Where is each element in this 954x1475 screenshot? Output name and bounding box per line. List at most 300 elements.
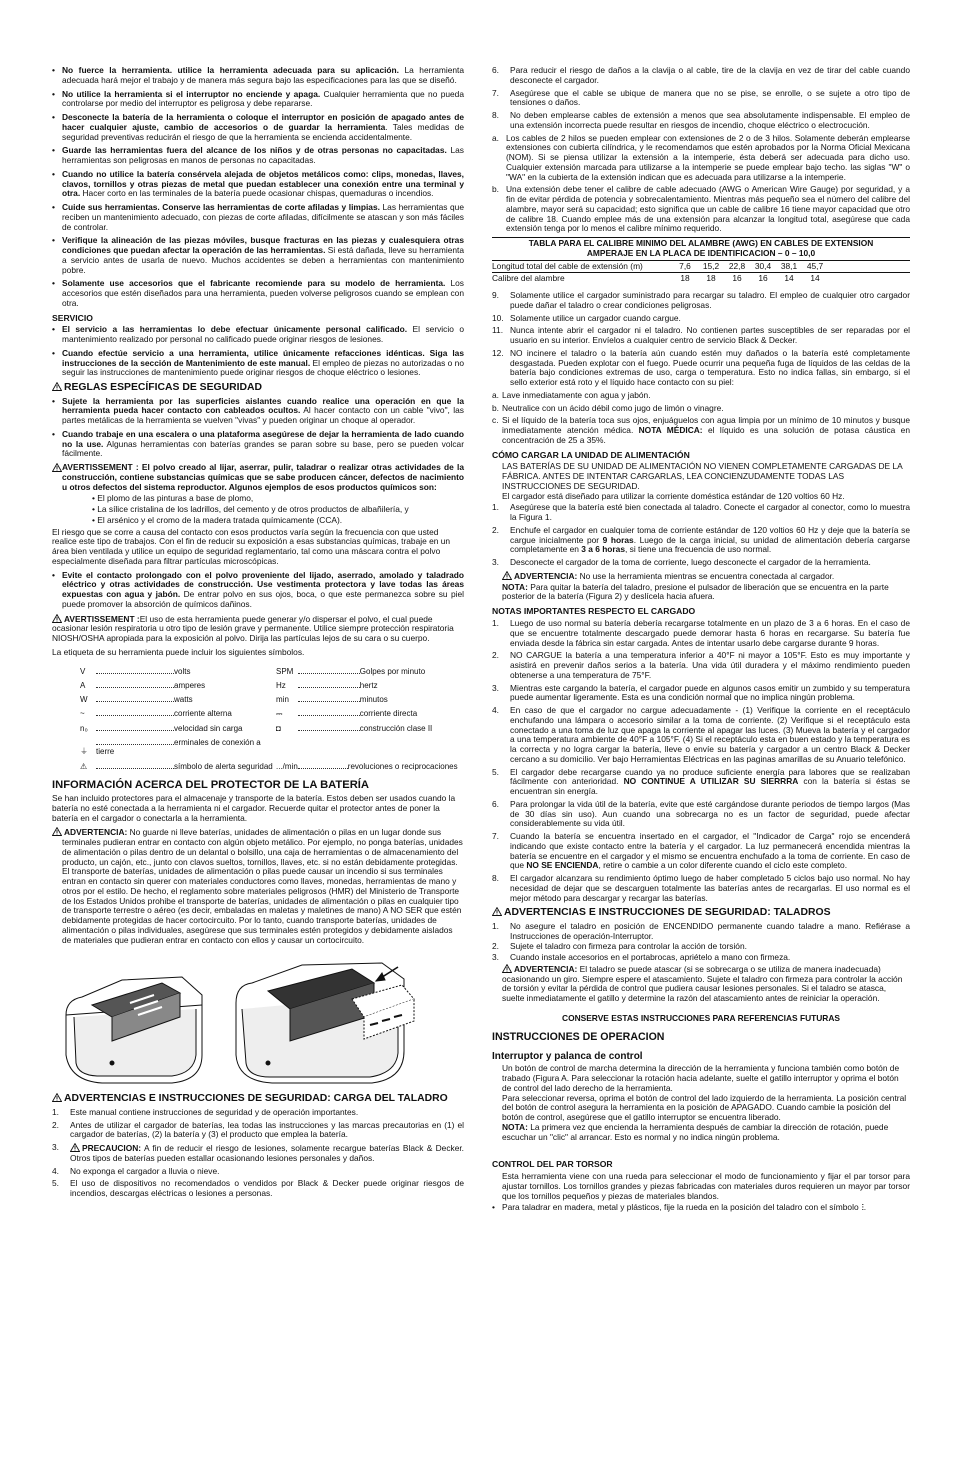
text-span: Para reducir el riesgo de daños a la clavija o al cable, tire de la clavija en vez de tirar del cable cuando desconecte el cargador. — [510, 65, 910, 85]
symbol-b: min — [276, 695, 289, 705]
symbol-row — [80, 692, 458, 706]
leader-dots — [298, 761, 348, 769]
numbered-item — [492, 651, 910, 680]
text-span: Si está dañada, lleve su herramienta a servicio antes de usarla de nuevo. Muchos accidentes se deben a herramientas con mantenimiento pobre. — [62, 245, 464, 275]
item-number: 5. — [492, 766, 499, 777]
text-span: Neutralice con un ácido débil como jugo de limón o vinagre. — [502, 402, 724, 413]
text-span: Para taladrar en madera, metal y plásticos, fije la rueda en la posición del taladro con el símbolo — [502, 1202, 859, 1213]
item-number: 2. — [492, 650, 499, 661]
text-span: Para prolongar la vida útil de la batería, evite que esté cargándose durante periodos de tiempo largos (Mas de 30 días sin uso). Aun cuando una sobrecarga no es un factor de seguridad, puede afectar considerablemente su vida útil. — [510, 798, 910, 829]
numbered-item — [492, 706, 910, 765]
table-cell: 38,1 — [780, 260, 798, 271]
bold-text: AVERTISSEMENT : — [64, 613, 140, 624]
bold-text: No utilice la herramienta si el interruptor no enciende y apaga. — [62, 88, 321, 99]
bold-text: NO SE ENCIENDA — [526, 860, 599, 871]
chemical-item: • La sílice cristalina de los ladrillos, del cemento y de otros productos de albañilería, y — [92, 504, 409, 515]
avertissement-2 — [52, 614, 464, 644]
bullet-mark: • — [52, 145, 55, 156]
item-number: 6. — [492, 65, 499, 75]
bold-text: Evite el contacto prolongado con el polvo proveniente del lijado, aserrado, amolado y taladrado eléctrico y otras actividades de construcción. Use vestimenta protectora y lave todas las áreas expuestas con agua y jabón. — [62, 569, 464, 600]
text-span: Los accesorios que estén diseñados para una herramienta, pueden volverse peligrosos cuando se emplean con otra. — [62, 278, 464, 308]
text-span: corriente alterna — [174, 709, 232, 719]
text-span: Algunas herramientas con baterías grandes se paran sobre su base, pero se pueden volcar fácilmente. — [62, 438, 464, 459]
item-number: 7. — [492, 831, 499, 842]
text-span: NO incinere el taladro o la batería aún cuando estén muy dañados o la batería esté completamente desgastada. Pueden explotar con el fuego. Puede ocurrir una pequeña fuga de líquidos de las celdas de la batería bajo condiciones extremas de uso, carga o temperatura. Esto no indica fallas, sin embargo, si el sello exterior está roto y el líquido hace contacto con su piel: — [510, 347, 910, 387]
text-span: AVERTISSEMENT : El polvo creado al lijar, aserrar, pulir, taladrar o realizar otras actividades de la construcción, contiene substancias químicas que se sabe producen cáncer, defectos de nacimiento u otros defectos del sistema reproductor. Algunos ejemplos de esos productos químicos son: — [62, 462, 464, 492]
bullet-mark: • — [52, 278, 55, 289]
numbered-item — [492, 404, 910, 414]
item-number: 4. — [492, 705, 499, 716]
symbol-b-desc — [298, 692, 458, 706]
numbered-item — [492, 526, 910, 555]
item-number: 1. — [492, 920, 499, 931]
leader-dots — [96, 680, 174, 688]
bullet-item — [52, 279, 464, 308]
text-span: No exponga el cargador a lluvia o nieve. — [70, 1165, 220, 1176]
text-span: Si el líquido de la batería toca sus ojos, enjuáguelos con agua limpia por un mínimo de 10 minutos y busque inmediatamente atención médica. — [502, 415, 910, 435]
symbol-row — [80, 664, 458, 678]
table-title-1: TABLA PARA EL CALIBRE MINIMO DEL ALAMBRE (AWG) EN CABLES DE EXTENSION — [492, 237, 910, 249]
symbol-a-desc — [96, 678, 276, 692]
battery-illustration — [52, 955, 464, 1093]
symbol-a: W — [80, 695, 88, 705]
text-span: revoluciones o reciprocaciones — [347, 761, 458, 771]
item-number: 9. — [492, 290, 499, 300]
par-paragraph: Esta herramienta viene con una rueda para seleccionar el modo de funcionamiento y fijar el par torsor para ajustar tornillos. Los tornillos grandes y piezas fabricadas con materiales duros requieren un mayor par torsor que los tornillos pequeños y piezas de materiales blandos. — [502, 1171, 910, 1201]
text-span: El uso de dispositivos no recomendados o vendidos por Black & Decker puede originar riesgos de incendios, descargas eléctricas o lesiones a personas. — [70, 1178, 464, 1199]
item-number: c. — [492, 415, 499, 426]
bullet-mark: • — [52, 324, 55, 335]
bold-text: Desconecte la batería de la herramienta o coloque el interruptor en posición de apagado antes de hacer cualquier ajuste, cambio de accesorios o de guardar la herramienta — [62, 112, 464, 132]
bold-text: 9 horas — [602, 534, 634, 545]
leader-dots — [298, 666, 360, 674]
nota-paragraph — [492, 583, 910, 603]
text-span: , retire o cambie a un color diferente cuando el ciclo este completo. — [598, 860, 848, 871]
text-span: minutos — [359, 695, 388, 705]
bullet-mark: • — [52, 112, 55, 122]
bullet-mark: • — [52, 569, 55, 580]
text-span: construcción clase II — [359, 723, 433, 733]
numbered-item — [492, 832, 910, 871]
text-span: Cuando instale accesorios en el portabrocas, apriételo a mano con firmeza. — [510, 952, 791, 963]
bold-text: Cuando no utilice la batería consérvela alejada de objetos metálicos como: clips, monedas, llaves, clavos, tornillos y otras piezas de metal que puedan establecer una conexión entre una terminal y otra. — [62, 168, 464, 199]
chemical-item: • El plomo de las pinturas a base de plomo, — [92, 493, 254, 504]
symbol-b: SPM — [276, 666, 294, 676]
bold-text: Verifique la alineación de las piezas móviles, busque fracturas en las piezas y cualesquiera otras condiciones que puedan afectar la operación de las herramientas. — [62, 235, 464, 255]
numbered-item — [492, 349, 910, 388]
table-cell: 7,6 — [679, 260, 691, 271]
bullet-mark: • — [52, 88, 55, 99]
text-span: . Tales medidas de seguridad preventivas reducirán el riesgo de que la herramienta se encienda accidentalmente. — [62, 121, 464, 142]
info-paragraph: Se han incluido protectores para el almacenaje y transporte de la batería. Estos deben ser usados cuando la batería no esté conectada a la herramienta ni el cargador. Recuerde quitar el protector antes de poner la batería en el cargador o conectarla a la herramienta. — [52, 793, 456, 823]
servicio-heading: SERVICIO — [52, 312, 93, 323]
numbered-item — [492, 768, 910, 797]
warning-triangle-icon — [52, 614, 62, 623]
bullet-item — [52, 146, 464, 166]
text-span: El servicio o mantenimiento realizado por personal no calificado puede originar riesgos de lesiones. — [62, 324, 464, 345]
symbol-b — [276, 735, 298, 759]
table-cell: 15,2 — [702, 260, 720, 271]
text-span: Para quitar la batería del taladro, presione el pulsador de liberación que se encuentra en la parte posterior de la batería (Figura 2) y deslícela hacia afuera. — [502, 581, 889, 602]
interruptor-heading: Interruptor y palanca de control — [492, 1051, 643, 1063]
table-cell: 45,7 — [806, 260, 824, 271]
numbered-item — [492, 134, 910, 183]
item-number: 6. — [492, 798, 499, 809]
taladros-heading — [492, 907, 910, 918]
bullet-item — [52, 113, 464, 142]
item-number: a. — [492, 389, 499, 400]
bullet-mark: • — [52, 65, 55, 75]
etiqueta-line: La etiqueta de su herramienta puede incluir los siguientes símbolos. — [52, 646, 305, 657]
symbol-b-desc — [298, 721, 458, 735]
numbered-item — [492, 800, 910, 829]
bold-text: ADVERTENCIA: — [64, 827, 128, 838]
text-span: Asegúrese que el cable se ubique de manera que no se pise, se enrolle, o se sujete a otro tipo de tensiones o daños. — [510, 87, 910, 108]
symbol-a-desc — [96, 692, 276, 706]
warning-triangle-icon — [502, 571, 512, 580]
warning-triangle-icon — [70, 1143, 80, 1152]
bullet-item — [52, 430, 464, 459]
symbol-row — [80, 721, 458, 735]
bold-text: NOTA MÉDICA: — [633, 425, 703, 435]
text-span: NO CARGUE la batería a una temperatura inferior a 40°F ni mayor a 105°F. Esto es muy importante y asistirá en prevenir daños serios a la batería. Una vida útil duradera y el máximo rendimiento pueden obtenerse a una temperatura de 75°F. — [510, 650, 910, 680]
avertissement-1 — [52, 463, 464, 492]
text-span: ADVERTENCIAS E INSTRUCCIONES DE SEGURIDAD: CARGA DEL TALADRO — [64, 1093, 448, 1105]
numbered-item — [492, 326, 910, 346]
symbol-row — [80, 759, 458, 773]
bold-text: PRECAUCION: — [82, 1143, 142, 1154]
bullet-item — [52, 170, 464, 199]
text-span: Golpes por minuto — [359, 666, 426, 676]
text-span: Lave inmediatamente con agua y jabón. — [502, 389, 651, 400]
text-span: Las herramientas que reciben un mantenimiento adecuado, con piezas de corte afiladas, difícilmente se atascan y son más fáciles de controlar. — [62, 202, 464, 232]
warning-triangle-icon — [52, 382, 62, 391]
bullet-mark: • — [52, 235, 55, 246]
item-number: 8. — [492, 110, 499, 120]
text-span: La herramienta adecuada hará mejor el trabajo y de manera más segura bajo las especificaciones para las que se diseñó. — [62, 65, 464, 85]
item-number: 1. — [52, 1106, 59, 1117]
row-label: Calibre del alambre — [492, 273, 565, 284]
bold-text: Cuando efectúe servicio a una herramienta, utilice únicamente refacciones idénticas. Siga las instrucciones de la sección de Mantenimiento de este manual. — [62, 347, 464, 368]
bullet-item — [52, 397, 464, 426]
symbol-a: ~ — [80, 709, 85, 719]
text-span: volts — [174, 666, 191, 676]
table-cell: 30,4 — [754, 260, 772, 271]
warning-triangle-icon — [492, 907, 502, 916]
numbered-item — [492, 416, 910, 445]
drill-symbol-icon: ⫶ — [861, 1202, 864, 1213]
text-span: Asegúrese que la batería esté bien conectada al taladro. Conecte el cargador al conector, como lo muestra la Figura 1. — [510, 502, 910, 523]
bold-text: ADVERTENCIA: — [514, 963, 578, 974]
carga-heading — [52, 1093, 464, 1104]
numbered-item — [492, 874, 910, 903]
bullet-item — [52, 203, 464, 232]
numbered-item — [492, 391, 910, 401]
leader-dots — [298, 694, 360, 702]
item-number: 3. — [52, 1142, 59, 1153]
numbered-item — [492, 619, 910, 648]
interruptor-nota — [492, 1123, 910, 1143]
item-number: 3. — [492, 557, 499, 568]
leader-dots — [96, 708, 174, 716]
table-cell: 18 — [680, 273, 690, 284]
table-row — [492, 273, 910, 285]
symbol-b-desc — [298, 678, 458, 692]
numbered-item — [492, 291, 910, 311]
symbol-b-desc — [298, 664, 458, 678]
numbered-item — [52, 1121, 464, 1141]
text-span: Solamente utilice el cargador suministrado para recargar su taladro. El empleo de cualquier otro cargador puede dañar el taladro o crear condiciones peligrosas. — [510, 290, 910, 310]
right-column — [492, 66, 910, 1217]
numbered-item — [492, 185, 910, 234]
bullet-item — [52, 349, 464, 378]
symbol-row — [80, 735, 458, 759]
leader-dots — [298, 680, 360, 688]
bold-text: NOTA: — [502, 581, 528, 592]
item-number: 2. — [492, 941, 499, 952]
symbol-a: V — [80, 666, 86, 676]
item-number: 4. — [52, 1165, 59, 1176]
text-span: No asegure el taladro en posición de ENCENDIDO permanente cuando taladre a mano. Refiérase a Instrucciones de operación-Interruptor. — [510, 920, 910, 941]
numbered-item — [492, 558, 910, 568]
item-number: 10. — [492, 312, 504, 323]
leader-dots — [96, 761, 174, 769]
table-title-2: AMPERAJE EN LA PLACA DE IDENTIFICACION – 0 – 10,0 — [492, 249, 910, 261]
symbol-b: ◘ — [276, 723, 281, 733]
symbol-row — [80, 706, 458, 720]
item-number: 7. — [492, 87, 499, 98]
notas-heading: NOTAS IMPORTANTES RESPECTO EL CARGADO — [492, 606, 696, 617]
text-span: Cuando la batería se encuentra insertado en el cargador, el "Indicador de Carga" rojo se encenderá indicando que existe contacto entre la batería y el cargador. La luz permanecerá encendida mientras la batería se encuentre en el cargador y el mismo se encuentra enchufado a la toma de corriente. En caso de que — [510, 831, 910, 871]
symbol-b-desc — [298, 706, 458, 720]
conserve-line: CONSERVE ESTAS INSTRUCCIONES PARA REFERENCIAS FUTURAS — [562, 1012, 840, 1023]
item-number: 2. — [52, 1119, 59, 1130]
item-number: 3. — [492, 682, 499, 693]
symbol-a: n₀ — [80, 723, 88, 733]
text-span: , si tiene una frecuencia de uso normal. — [625, 544, 772, 555]
leader-dots — [96, 737, 174, 745]
table-row — [492, 261, 910, 274]
text-span: amperes — [174, 680, 206, 690]
symbol-a-desc — [96, 664, 276, 678]
awg-table — [492, 237, 910, 285]
numbered-item — [492, 953, 910, 963]
text-span: El uso de esta herramienta puede generar y/o dispersar el polvo, el cual puede ocasionar lesión respiratoria u otro tipo de lesión grave y permanente. Utilice siempre protección respiratoria NIOSH/OSHA apropiada para la exposición al polvo. Dirija las partículas lejos de su cara o su cuerpo. — [52, 613, 454, 644]
item-number: 1. — [492, 618, 499, 629]
numbered-item — [492, 111, 910, 131]
como-paragraph: El cargador está diseñado para utilizar la corriente doméstica estándar de 120 voltios 60 Hz. — [502, 490, 845, 501]
bold-text: NOTA: — [502, 1121, 528, 1132]
text-span: con la batería si éstas se encuentran sin energía. — [510, 776, 910, 797]
bullet-mark: • — [52, 202, 55, 212]
symbol-a: A — [80, 680, 86, 690]
text-span: Una extensión debe tener el calibre de cable adecuado (AWG o American Wire Gauge) por seguridad, y a fin de evitar pérdida de potencia y sobrecalentamiento. Mientras más pequeño sea el número del calibre del alambre, mayor será su capacidad; esto significa que un cable de calibre 16 tiene mayor capacidad que otro de calibre 18. Cuando emplee más de una extensión para alcanzar la longitud total, asegúrese que cada extensión tenga por lo menos el calibre mínimo requerido. — [506, 184, 910, 234]
text-span: Antes de utilizar el cargador de baterías, lea todas las instrucciones y las marcas precautorias en (1) el cargador de baterías, (2) la batería y (3) el producto que emplea la batería. — [70, 1119, 464, 1140]
item-number: 5. — [52, 1178, 59, 1189]
left-column — [52, 66, 464, 1202]
text-span: El cargador debe recargarse cuando ya no produce suficiente energía para labores que se realizaban fácilmente con anterioridad. — [510, 766, 910, 787]
text-span: el líquido es una solución de potasa cáustica en concentración de 25 a 35%. — [502, 425, 911, 445]
como-advertencia — [492, 571, 910, 582]
text-span: Luego de uso normal su batería debería recargarse totalmente en un plazo de 3 a 6 horas. En el caso de que se encuentre totalmente descargado puede demorar hasta 6 horas en recargarse. Su batería fue enviada desde la fábrica sin estar cargada. Antes de intentar usarlo debe cargarse durante 9 horas. — [510, 618, 910, 648]
como-caps: LAS BATERÍAS DE SU UNIDAD DE ALIMENTACIÓN NO VIENEN COMPLETAMENTE CARGADAS DE LA FÁBRICA. ANTES DE INTENTAR CARGARLAS, LEA CONCIENZUDAMENTE TODAS LAS INSTRUCCIONES DE SEGURIDAD. — [502, 461, 903, 491]
symbol-b: .../min — [276, 761, 298, 771]
par-bullet — [492, 1203, 910, 1213]
symbol-b-desc — [298, 759, 458, 773]
warning-triangle-icon — [502, 964, 512, 973]
item-number: a. — [492, 132, 499, 143]
period: . — [863, 1202, 867, 1213]
leader-dots — [298, 723, 360, 731]
info-heading: INFORMACIÓN ACERCA DEL PROTECTOR DE LA BATERÍA — [52, 778, 369, 791]
bold-text: Sujete la herramienta por las superficies aislantes cuando realice una operación en que la herramienta pueda hacer contacto con cableados ocultos. — [62, 395, 464, 416]
numbered-item — [492, 314, 910, 324]
text-span: En caso de que el cargador no cargue adecuadamente - (1) Verifique la corriente en el receptáculo enchufando una lámpara o accesorio similar a la toma de corriente. (2) Verifique si el receptáculo esta conectado a una toma de luz que apaga la corriente al apagar las luces. (3) Mueva la batería y el cargador a una temperatura ambiente de 40°F a 105°F. (4) Si el receptáculo esta en buen estado y la temperatura es la correcta y no logra cargar la batería, lleve o envíe su batería y cargador a un centro Black & Decker cercano a su domicilio. Ver bajo Herramientas Eléctricas en las paginas amarillas de su Anuario telefónico. — [510, 705, 910, 764]
numbered-item — [492, 89, 910, 109]
taladro-advertencia — [492, 964, 910, 1004]
bullet-item — [52, 90, 464, 110]
item-number: 11. — [492, 325, 504, 336]
symbol-a: ⚠ — [80, 761, 88, 771]
battery-figure — [52, 949, 464, 1087]
bold-text: No fuerce la herramienta. utilice la herramienta adecuada para su aplicación. — [62, 65, 399, 75]
text-span: corriente directa — [359, 709, 418, 719]
text-span: símbolo de alerta seguridad — [174, 761, 273, 771]
warning-triangle-icon — [52, 463, 62, 472]
leader-dots — [96, 666, 174, 674]
text-span: El empleo de piezas no autorizadas o no seguir las instrucciones de mantenimiento puede originar riesgos de choque eléctrico o lesiones. — [62, 357, 464, 378]
text-span: hertz — [359, 680, 378, 690]
text-span: A fin de reducir el riesgo de lesiones, solamente recargue baterías Black & Decker. Otros tipos de baterías pueden estallar ocasionando lesiones personales y daños. — [70, 1143, 464, 1163]
table-cell: 16 — [758, 273, 768, 284]
text-span: Mientras este cargando la batería, el cargador puede en algunos casos emitir un zumbido y su temperatura puede aumentar ligeramente. Esta es una condición normal que no implica ningún problema. — [510, 682, 910, 703]
numbered-item — [492, 66, 910, 86]
leader-dots — [298, 708, 360, 716]
symbol-a-desc — [96, 721, 276, 735]
text-span: Los cables de 2 hilos se pueden emplear con extensiones de 2 o de 3 hilos. Solamente deberán emplearse extensiones con cubierta cilíndrica, y le recomendamos que estén aprobados por la Norma Oficial Mexicana (NOM). Si se piensa utilizar la extensión a la intemperie, ésta deberá ser adecuada para dicho uso. Cualquier extensión marcada para utilizarse a la intemperie se puede emplear bajo techo. las siglas "W" o "WA" en la cubierta de la extensión indican que es adecuada para utilizarse a la intemperie. — [506, 132, 910, 182]
bullet-item — [52, 325, 464, 345]
symbol-a-desc — [96, 706, 276, 720]
bold-text: 3 a 6 horas — [581, 544, 625, 555]
symbol-a: ⏚ — [80, 747, 88, 757]
text-span: REGLAS ESPECÍFICAS DE SEGURIDAD — [64, 382, 263, 394]
item-number: 2. — [492, 524, 499, 535]
symbol-b-desc — [298, 735, 458, 759]
text-span: No use la herramienta mientras se encuentra conectada al cargador. — [577, 570, 835, 581]
bullet-item — [52, 236, 464, 275]
text-span: Solamente utilice un cargador cuando cargue. — [510, 312, 681, 323]
bullet-mark: • — [52, 428, 55, 439]
advertencia-battery — [52, 827, 464, 945]
bold-text: Cuide sus herramientas. Conserve las herramientas de corte afiladas y limpias. — [62, 202, 380, 212]
riesgo-paragraph: El riesgo que se corre a causa del contacto con esos productos varía según la frecuencia con que usted realice este tipo de trabajos. Con el fin de reducir su exposición a esas substancias químicas, trabaje en un área bien ventilada y utilice un equipo de seguridad reglamentario, tal como una máscara contra el polvo especialmente diseñada para filtrar partículas microscópicas. — [52, 526, 451, 566]
text-span: De entrar polvo en sus ojos, boca, o que este permanezca sobre su piel puede promover la absorción de químicos dañinos. — [62, 589, 465, 609]
chemical-item: • El arsénico y el cromo de la madera tratada químicamente (CCA). — [92, 514, 343, 525]
symbol-b: Hz — [276, 680, 286, 690]
leader-dots — [96, 723, 174, 731]
text-span: ADVERTENCIAS E INSTRUCCIONES DE SEGURIDAD: TALADROS — [504, 907, 831, 919]
numbered-item — [492, 503, 910, 523]
warning-triangle-icon — [52, 827, 62, 836]
text-span: Enchufe el cargador en cualquier toma de corriente estándar de 120 voltios 60 Hz y deje que la batería se cargue inicialmente por — [510, 524, 910, 545]
leader-dots — [96, 694, 174, 702]
bullet-mark: • — [52, 168, 55, 179]
numbered-item — [492, 922, 910, 942]
bold-text: Cuando trabaje en una escalera o una plataforma asegúrese de dejar la herramienta de lado cuando no la use. — [62, 428, 464, 449]
numbered-item — [52, 1143, 464, 1164]
text-span: Las herramientas son peligrosas en manos de personas no capacitadas. — [62, 145, 464, 165]
text-span: No deben emplearse cables de extensión a menos que sea absolutamente indispensable. El empleo de una extensión incorrecta puede resultar en riesgos de incendio, choque eléctrico o electrocución. — [510, 110, 910, 130]
text-span: Sujete el taladro con firmeza para controlar la acción de torsión. — [510, 941, 747, 952]
symbol-b: ⎓ — [276, 709, 283, 719]
text-span: No guarde ni lleve baterías, unidades de alimentación o pilas en un lugar donde sus terminales pudieran entrar en contacto con algún objeto metálico. Por ejemplo, no ponga baterías, unidades de alimentación o pilas dentro de un delantal o bolsillo, una caja de herramientas o de almacenamiento del producto, un cajón, etc., junto con clavos sueltos, tornillos, llaves, etc. si no están debidamente protegidas. El transporte de baterías, unidades de alimentación o pilas puede causar un incendio si sus terminales entran en contacto sin querer con materiales conductores como llaves, monedas, herramientas de mano y otros por el estilo. De hecho, el reglamento sobre materiales peligrosos (HMR) del Ministerio de Transporte de los Estados Unidos prohibe el transporte de baterías, unidades de alimentación o pilas en cualquier tipo de transporte terrestre o aéreo (es decir, embaladas en maletas y maletines de mano) A NO SER que estén debidamente protegidas de hacer cortocircuito. Por lo tanto, cuando transporte baterías, unidades de alimentación o pilas individuales, asegúrese que sus terminales estén protegidos y debidamente aislados de materiales que pudieran entrar en contacto con ellos y causar un cortocircuito. — [62, 827, 463, 945]
item-number: 1. — [492, 502, 499, 513]
symbol-row — [80, 678, 458, 692]
table-cell: 18 — [706, 273, 716, 284]
text-span: watts — [174, 695, 193, 705]
text-span: Cualquier herramienta que no pueda controlarse por medio del interruptor es peligrosa y debe repararse. — [62, 88, 464, 109]
text-span: Al hacer contacto con un cable "vivo", las partes metálicas de la herramienta se vuelven "vivas" y pueden originar un choque al operador. — [62, 405, 464, 426]
row-label: Longitud total del cable de extensión (m) — [492, 260, 643, 271]
numbered-item — [492, 684, 910, 704]
bullet-mark: • — [492, 1202, 495, 1213]
como-heading: CÓMO CARGAR LA UNIDAD DE ALIMENTACIÓN — [492, 449, 690, 460]
reglas-heading — [52, 382, 464, 393]
table-cell: 14 — [810, 273, 820, 284]
bullet-item — [52, 66, 464, 86]
warning-triangle-icon — [52, 1093, 62, 1102]
bold-text: Solamente use accesorios que el fabricante recomiende para su modelo de herramienta. — [62, 278, 446, 289]
symbol-a-desc — [96, 759, 276, 773]
text-span: Desconecte el cargador de la toma de corriente, luego desconecte el cargador de la herramienta. — [510, 557, 871, 568]
text-span: Este manual contiene instrucciones de seguridad y de operación importantes. — [70, 1106, 359, 1117]
item-number: 3. — [492, 952, 499, 963]
bullet-mark: • — [52, 347, 55, 358]
text-span: Hacer corto en las terminales de la batería puede ocasionar chispas, quemaduras o incendios. — [80, 188, 434, 199]
evite-item — [52, 571, 464, 610]
symbols-table — [80, 664, 458, 773]
text-span: El taladro se puede atascar (si se sobrecarga o se utiliza de manera inadecuada) ocasionando un giro. Siempre espere el atascamiento. Sujete el taladro con firmeza para controlar la acción de torsión y evitar la pérdida de control que pudiera causar lesiones personales. Si el taladro se atasca, suelte inmediatamente el gatillo y determine la razón del atascamiento antes de reiniciar la operación. — [502, 963, 903, 1004]
text-span: erminales de conexión a tierre — [96, 737, 261, 757]
numbered-item — [52, 1179, 464, 1199]
table-cell: 14 — [784, 273, 794, 284]
numbered-item — [52, 1108, 464, 1118]
text-span: Nunca intente abrir el cargador ni el taladro. No contienen partes susceptibles de ser reparadas por el usuario en su interior. Envíelos a cualquier centro de servicio Black & Decker. — [510, 325, 910, 345]
text-span: La primera vez que encienda la herramienta después de cambiar la dirección de rotación, puede escuchar un "clic" al arrancar. Esto es normal y no indica ningún problema. — [502, 1121, 889, 1142]
interruptor-p2: Para seleccionar reversa, oprima el botón de control del lado izquierdo de la herramienta. La posición central del botón de control asegura la herramienta en la posición de APAGADO. Cuando cambie la posición del botón de control, asegúrese que el gatillo interruptor se encuentra liberado. — [502, 1092, 907, 1123]
interruptor-p1: Un botón de control de marcha determina la dirección de la herramienta y funciona también como botón de trabado (Figura A. Para seleccionar la rotación hacia adelante, suelte el gatillo interruptor y oprima el botón de control del lado derecho de la herramienta. — [502, 1063, 900, 1093]
bold-text: ADVERTENCIA: — [514, 570, 578, 581]
symbol-a-desc — [96, 735, 276, 759]
bold-text: El servicio a las herramientas lo debe efectuar únicamente personal calificado. — [62, 324, 408, 335]
numbered-item — [52, 1167, 464, 1177]
text-span: velocidad sin carga — [174, 723, 243, 733]
numbered-item — [492, 942, 910, 952]
item-number: b. — [492, 184, 499, 195]
par-heading: CONTROL DEL PAR TORSOR — [492, 1159, 613, 1170]
table-cell: 22,8 — [728, 260, 746, 271]
item-number: 12. — [492, 347, 504, 358]
item-number: 8. — [492, 873, 499, 884]
bold-text: NO CONTINUE A UTILIZAR SU SIERRRA — [623, 776, 799, 787]
operacion-heading: INSTRUCCIONES DE OPERACION — [492, 1030, 665, 1043]
table-cell: 16 — [732, 273, 742, 284]
text-span: . Luego de la carga inicial, su unidad de alimentación debería cargarse completamente en — [510, 534, 910, 555]
bullet-mark: • — [52, 395, 55, 406]
text-span: El cargador alcanzara su rendimiento óptimo luego de haber completado 5 ciclos bajo uso normal. No hay necesidad de dejar que se descarguen totalmente las baterías antes de recargarlas. El uso normal es el mejor método para descargar y recargar las baterías. — [510, 873, 910, 903]
bold-text: Guarde las herramientas fuera del alcance de los niños y de otras personas no capacitadas. — [62, 145, 447, 156]
item-number: b. — [492, 402, 499, 413]
